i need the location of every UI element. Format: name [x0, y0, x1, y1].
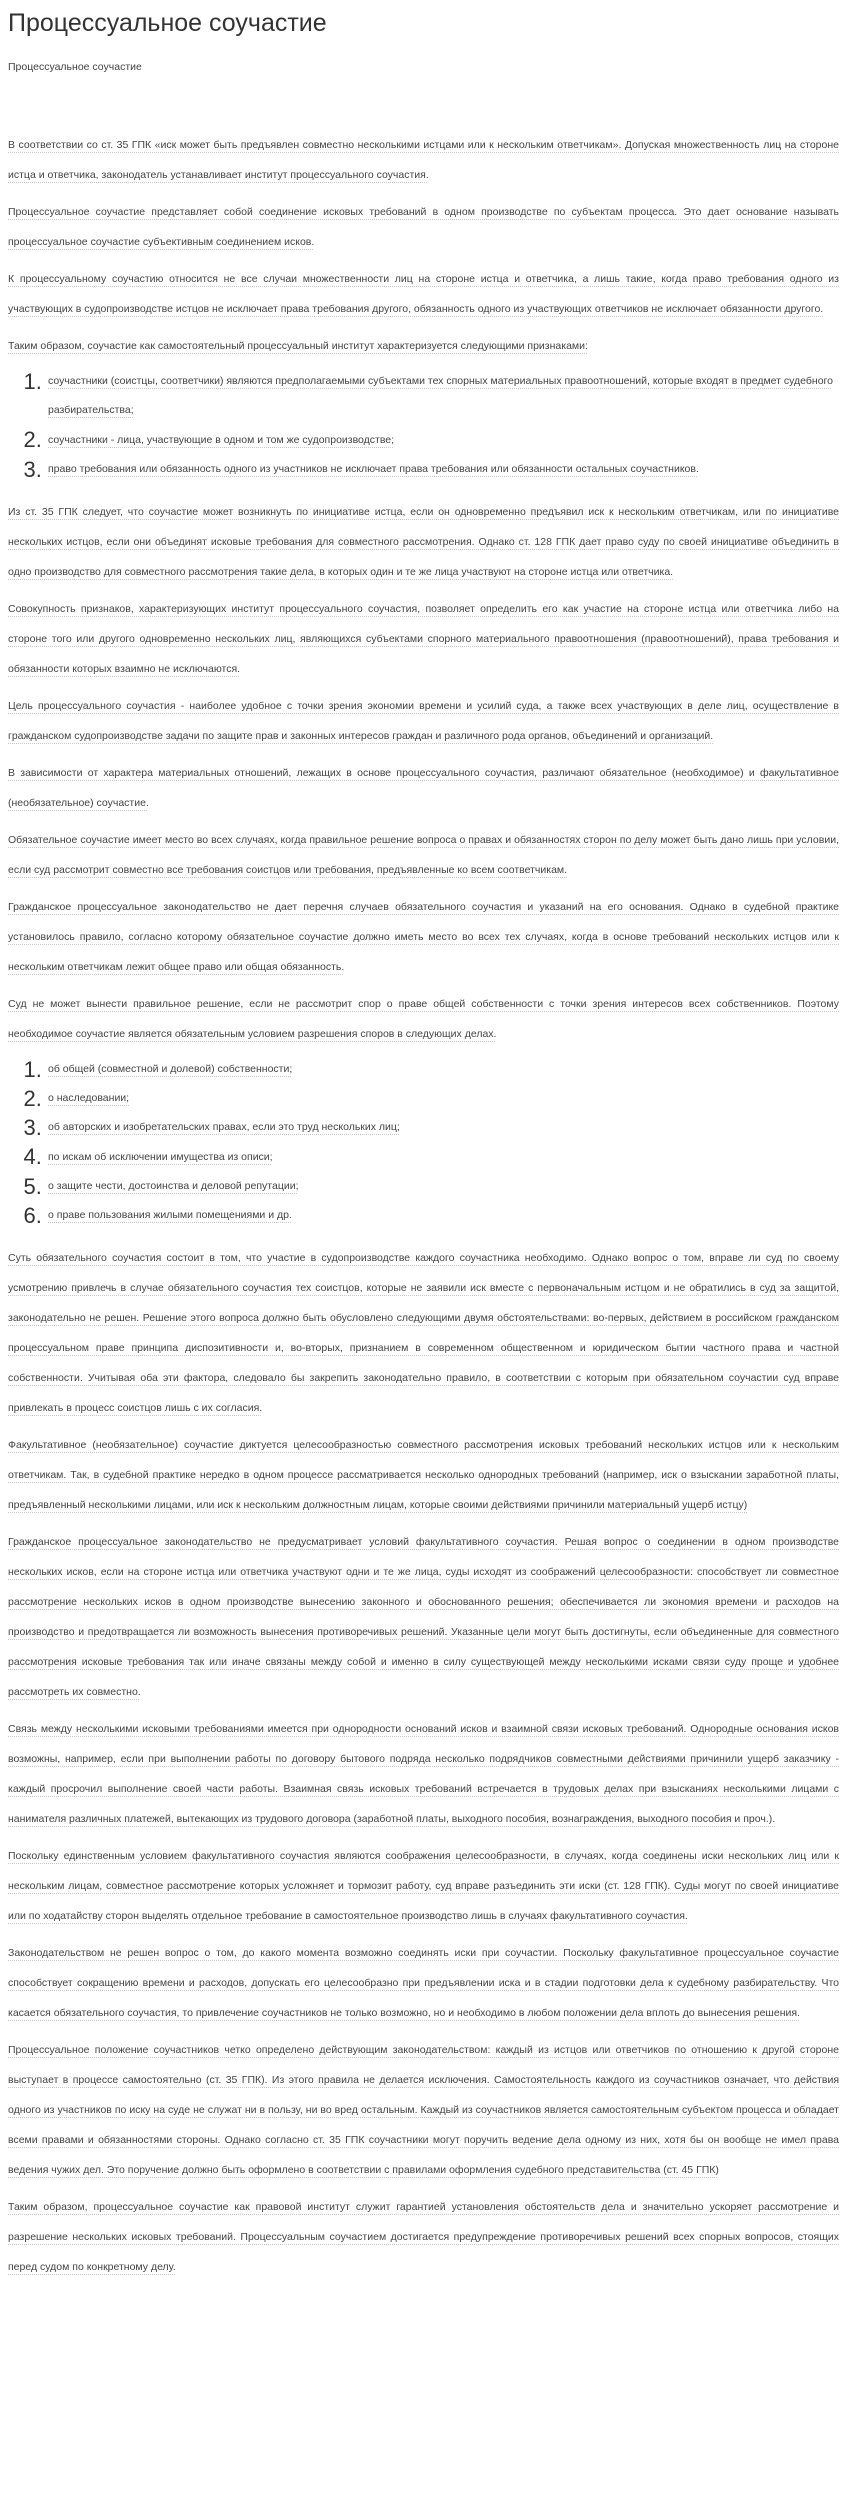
list-item: [48, 368, 839, 426]
list-item-text: об общей (совместной и долевой) собственности;: [48, 1062, 293, 1075]
list-item: [48, 456, 839, 485]
spacer: [8, 74, 839, 130]
paragraph: Связь между несколькими исковыми требованиями имеется при однородности оснований исков и взаимной связи исковых требований. Однородные основания исков возможны, например, если при выполнении работы по договору бытового подряда несколько подрядчиков совместными действиями причинили ущерб заказчику - каждый просрочил выполнение своей части работы. Взаимная связь исковых требований встречается в трудовых делах при взысканиях несколькими лицами с нанимателя различных платежей, вытекающих из трудового договора (заработной платы, выходного пособия, вознаграждения, выходного пособия и проч.).: [8, 1722, 839, 1825]
list-item: [48, 1085, 839, 1114]
paragraph: Гражданское процессуальное законодательство не предусматривает условий факультативного соучастия. Решая вопрос о соединении в одном производстве нескольких исков, если на стороне истца или ответчика участвуют одни и те же лица, суды исходят из соображений целесообразности: способствует ли совместное рассмотрение нескольких исков в одном производстве вынесению законного и обоснованного решения; обеспечивается ли экономия времени и расходов на производство и предотвращается ли возможность вынесения противоречивых решений. Указанные цели могут быть достигнуты, если объединенные для совместного рассмотрения исковые требования так или иначе связаны между собой и именно в силу существующей между несколькими исками связи суду проще и удобнее рассмотреть их совместно.: [8, 1535, 839, 1698]
list-item: [48, 1056, 839, 1085]
list-item: [48, 1202, 839, 1231]
paragraph: Законодательством не решен вопрос о том, до какого момента возможно соединять иски при соучастии. Поскольку факультативное процессуальное соучастие способствует сокращению времени и расходов, допускать его целесообразно при предъявлении иска и в стадии подготовки дела к судебному разбирательству. Что касается обязательного соучастия, то привлечение соучастников не только возможно, но и необходимо в любом положении дела вплоть до вынесения решения.: [8, 1946, 839, 2019]
list-item-text: о защите чести, достоинства и деловой репутации;: [48, 1179, 299, 1192]
paragraph: Поскольку единственным условием факультативного соучастия являются соображения целесообразности, в случаях, когда соединены иски нескольких лиц или к нескольким лицам, совместное рассмотрение которых усложняет и тормозит работу, суд вправе разъединить эти иски (ст. 128 ГПК). Суды могут по своей инициативе или по ходатайству сторон выделять отдельное требование в самостоятельное производство лишь в случаях факультативного соучастия.: [8, 1849, 839, 1922]
document: [0, 8, 847, 2282]
paragraph: Суд не может вынести правильное решение, если не рассмотрит спор о праве общей собственности с точки зрения интересов всех собственников. Поэтому необходимое соучастие является обязательным условием разрешения споров в следующих делах.: [8, 997, 839, 1040]
paragraph: Совокупность признаков, характеризующих институт процессуального соучастия, позволяет определить его как участие на стороне истца или ответчика либо на стороне того или другого одновременно нескольких лиц, являющихся субъектами спорного материального правоотношения (правоотношений), права требования и обязанности которых взаимно не исключаются.: [8, 602, 839, 675]
paragraph: В соответствии со ст. 35 ГПК «иск может быть предъявлен совместно несколькими истцами или к нескольким ответчикам». Допуская множественность лиц на стороне истца и ответчика, законодатель устанавливает институт процессуального соучастия.: [8, 139, 839, 181]
paragraph: Из ст. 35 ГПК следует, что соучастие может возникнуть по инициативе истца, если он одновременно предъявил иск к нескольким ответчикам, или по инициативе нескольких истцов, если они объединят исковые требования для совместного рассмотрения. Однако ст. 128 ГПК дает право суду по своей инициативе объединить в одно производство для совместного рассмотрения такие дела, в которых один и те же лица участвуют на стороне истца или ответчика.: [8, 505, 839, 578]
list-item: [48, 1114, 839, 1143]
cases-list: [8, 1056, 839, 1231]
list-item: [48, 426, 839, 455]
list-item-text: соучастники - лица, участвующие в одном и том же судопроизводстве;: [48, 433, 395, 446]
page-subtitle: Процессуальное соучастие: [8, 61, 142, 73]
paragraph: Гражданское процессуальное законодательство не дает перечня случаев обязательного соучастия и указаний на его основания. Однако в судебной практике установилось правило, согласно которому обязательное соучастие должно иметь место во всех тех случаях, когда в основе требований нескольких истцов или к нескольким ответчикам лежит общее право или общая обязанность.: [8, 900, 839, 973]
paragraph: Процессуальное соучастие представляет собой соединение исковых требований в одном производстве по субъектам процесса. Это дает основание называть процессуальное соучастие субъективным соединением исков.: [8, 206, 839, 248]
paragraph: Суть обязательного соучастия состоит в том, что участие в судопроизводстве каждого соучастника необходимо. Однако вопрос о том, вправе ли суд по своему усмотрению привлечь в случае обязательного соучастия тех соистцов, которые не заявили иск вместе с первоначальным истцом и не обратились в суд за защитой, законодательно не решен. Решение этого вопроса должно быть обусловлено следующими двумя обстоятельствами: во-первых, действием в российском гражданском процессуальном праве принципа диспозитивности и, во-вторых, признанием в современном общественном и юридическом бытии частного права и частной собственности. Учитывая оба эти фактора, следовало бы закрепить законодательно правило, в соответствии с которым при обязательном соучастии суд вправе привлекать в процесс соистцов лишь с их согласия.: [8, 1251, 839, 1414]
paragraph: Факультативное (необязательное) соучастие диктуется целесообразностью совместного рассмотрения исковых требований нескольких истцов или к нескольким ответчикам. Так, в судебной практике нередко в одном процессе рассматривается несколько однородных требований (например, иск о взыскании заработной платы, предъявленный несколькими лицами, или иск к нескольким должностным лицам, которые своими действиями причинили материальный ущерб истцу): [8, 1438, 839, 1511]
list-item-text: право требования или обязанность одного из участников не исключает права требования или обязанности остальных соучастников.: [48, 462, 699, 475]
paragraph: Обязательное соучастие имеет место во всех случаях, когда правильное решение вопроса о правах и обязанностях сторон по делу может быть дано лишь при условии, если суд рассмотрит совместно все требования соистцов или требования, предъявленные ко всем соответчикам.: [8, 833, 839, 876]
list-item-text: о праве пользования жилыми помещениями и др.: [48, 1208, 292, 1221]
paragraph: В зависимости от характера материальных отношений, лежащих в основе процессуального соучастия, различают обязательное (необходимое) и факультативное (необязательное) соучастие.: [8, 766, 839, 809]
list-item-text: о наследовании;: [48, 1092, 130, 1105]
list-item: [48, 1143, 839, 1172]
list-item-text: об авторских и изобретательских правах, если это труд нескольких лиц;: [48, 1121, 400, 1134]
paragraph: Цель процессуального соучастия - наиболее удобное с точки зрения экономии времени и усилий суда, а также всех участвующих в деле лиц, осуществление в гражданском судопроизводстве задачи по защите прав и законных интересов граждан и различного рода органов, объединений и организаций.: [8, 699, 839, 742]
paragraph: Таким образом, соучастие как самостоятельный процессуальный институт характеризуется следующими признаками:: [8, 340, 588, 352]
list-item-text: соучастники (соистцы, соответчики) являются предполагаемыми субъектами тех спорных материальных правоотношений, которые входят в предмет судебного разбирательства;: [48, 375, 833, 417]
paragraph: Процессуальное положение соучастников четко определено действующим законодательством: каждый из истцов или ответчиков по отношению к другой стороне выступает в процессе самостоятельно (ст. 35 ГПК). Из этого правила не делается исключения. Самостоятельность каждого из соучастников означает, что действия одного из участников по иску на суде не служат ни в пользу, ни во вред остальным. Каждый из соучастников является самостоятельным субъектом процесса и обладает всеми правами и обязанностями стороны. Однако согласно ст. 35 ГПК соучастники могут поручить ведение дела одному из них, хотя бы он вообще не имел права ведения чужих дел. Это поручение должно быть оформлено в соответствии с правилами оформления судебного представительства (ст. 45 ГПК): [8, 2043, 839, 2176]
features-list: [8, 368, 839, 485]
list-item: [48, 1173, 839, 1202]
page-title: Процессуальное соучастие: [8, 9, 327, 37]
paragraph: Таким образом, процессуальное соучастие как правовой институт служит гарантией установления обстоятельств дела и значительно ускоряет рассмотрение и разрешение нескольких исковых требований. Процессуальным соучастием достигается предупреждение противоречивых решений всех спорных вопросов, стоящих перед судом по конкретному делу.: [8, 2200, 839, 2273]
list-item-text: по искам об исключении имущества из описи;: [48, 1150, 273, 1163]
paragraph: К процессуальному соучастию относится не все случаи множественности лиц на стороне истца и ответчика, а лишь такие, когда право требования одного из участвующих в судопроизводстве истцов не исключает права требования другого, обязанность одного из участвующих ответчиков не исключает обязанности другого.: [8, 273, 839, 315]
